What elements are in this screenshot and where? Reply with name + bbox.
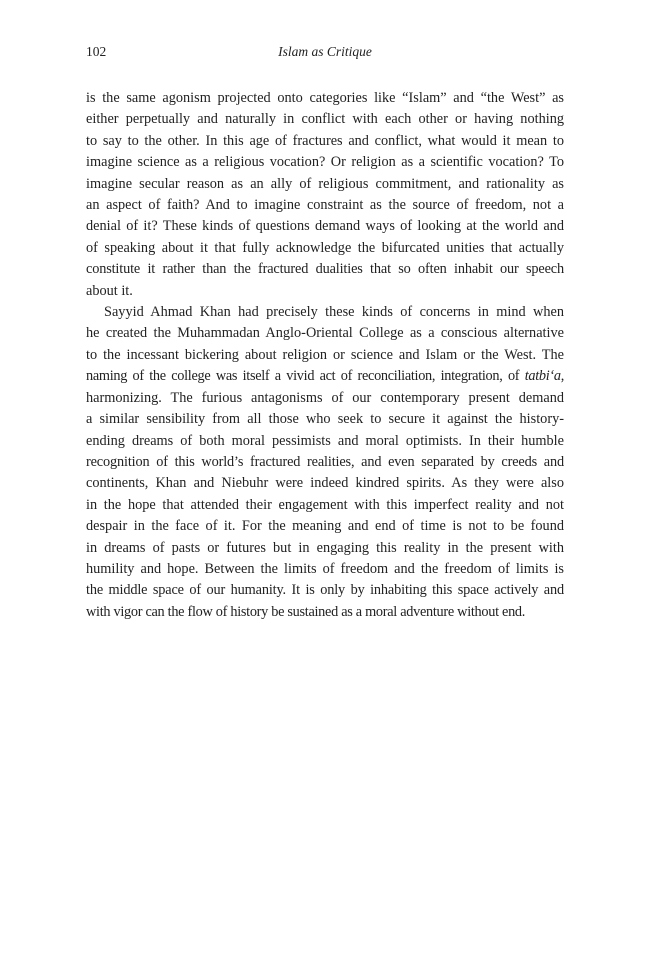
text-line-segment: naming of the college was itself a vivid act of reconciliation, integration, of <box>86 368 525 385</box>
paragraph-1 <box>86 88 564 302</box>
text-line: imagine secular reason as an ally of religious commitment, and rationality as <box>86 175 564 192</box>
text-line: constitute it rather than the fractured dualities that so often inhabit our speech <box>86 261 564 278</box>
text-line: either perpetually and naturally in conflict with each other or having nothing <box>86 111 564 128</box>
text-line: denial of it? These kinds of questions demand ways of looking at the world and <box>86 218 564 235</box>
text-line: he created the Muhammadan Anglo-Oriental College as a conscious alternative <box>86 325 564 342</box>
text-line: continents, Khan and Niebuhr were indeed kindred spirits. As they were also <box>86 475 564 492</box>
text-line: in the hope that attended their engagement with this imperfect reality and not <box>86 496 564 513</box>
text-line: in dreams of pasts or futures but in engaging this reality in the present with <box>86 539 564 556</box>
text-line: humility and hope. Between the limits of freedom and the freedom of limits is <box>86 560 564 577</box>
text-line: to the incessant bickering about religion or science and Islam or the West. The <box>86 346 564 363</box>
text-line: an aspect of faith? And to imagine constraint as the source of freedom, not a <box>86 197 564 214</box>
text-line: about it. <box>86 282 133 299</box>
text-line: of speaking about it that fully acknowledge the bifurcated unities that actually <box>86 239 564 256</box>
body-text <box>86 88 564 623</box>
running-head <box>86 44 564 64</box>
text-line: to say to the other. In this age of fractures and conflict, what would it mean to <box>86 132 564 149</box>
text-line: harmonizing. The furious antagonisms of our contemporary present demand <box>86 389 564 406</box>
text-line: is the same agonism projected onto categories like “Islam” and “the West” as <box>86 90 564 106</box>
text-line-with-term <box>86 366 564 387</box>
italic-term: tatbi‘a <box>524 368 561 385</box>
text-line: a similar sensibility from all those who seek to secure it against the history- <box>86 411 564 428</box>
text-line: with vigor can the flow of history be sustained as a moral adventure without end. <box>86 603 526 620</box>
page-number: 102 <box>86 44 107 59</box>
text-line: Sayyid Ahmad Khan had precisely these kinds of concerns in mind when <box>104 304 564 321</box>
text-line: imagine science as a religious vocation? Or religion as a scientific vocation? To <box>86 154 564 171</box>
text-line: recognition of this world’s fractured realities, and even separated by creeds and <box>86 453 564 470</box>
text-line: despair in the face of it. For the meaning and end of time is not to be found <box>86 518 564 535</box>
book-title: Islam as Critique <box>278 44 372 59</box>
text-line: the middle space of our humanity. It is only by inhabiting this space actively and <box>86 582 564 599</box>
term-punctuation: , <box>560 368 564 385</box>
text-line: ending dreams of both moral pessimists and moral optimists. In their humble <box>86 432 564 449</box>
paragraph-2 <box>86 302 564 623</box>
